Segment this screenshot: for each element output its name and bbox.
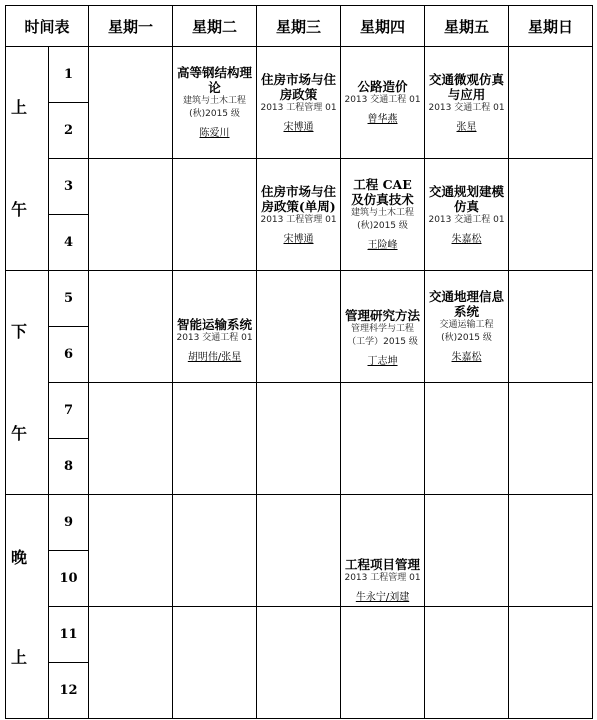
period-11: 11 [49, 607, 89, 663]
header-row [6, 6, 593, 47]
course-class: 2013 交通工程 01 [428, 214, 505, 225]
course-class: 交通运输工程(秋)2015 级 [439, 320, 494, 343]
cell-wed-56 [257, 271, 341, 383]
cell-thu-1112 [341, 607, 425, 719]
period-6: 6 [49, 327, 89, 383]
period-5: 5 [49, 271, 89, 327]
cell-fri-78 [425, 383, 509, 495]
course-wed-34 [257, 159, 341, 271]
course-name: 交通地理信息系统 [429, 289, 505, 319]
section-morning-char2: 午 [11, 200, 28, 219]
cell-mon-56 [89, 271, 173, 383]
period-7: 7 [49, 383, 89, 439]
course-class: 2013 工程管理 01 [260, 102, 337, 113]
course-name: 交通微观仿真与应用 [429, 71, 505, 102]
cell-mon-34 [89, 159, 173, 271]
period-1: 1 [49, 47, 89, 103]
course-class: 建筑与土木工程(秋)2015 级 [183, 96, 247, 119]
course-teacher: 张星 [456, 121, 477, 133]
cell-thu-78 [341, 383, 425, 495]
course-teacher: 胡明伟/张星 [187, 352, 242, 363]
period-9: 9 [49, 495, 89, 551]
course-wed-12 [257, 47, 341, 159]
course-teacher: 王险峰 [367, 240, 398, 251]
cell-wed-910 [257, 495, 341, 607]
cell-mon-910 [89, 495, 173, 607]
course-class: 建筑与土木工程(秋)2015 级 [351, 208, 415, 231]
cell-mon-1112 [89, 607, 173, 719]
course-teacher: 陈爱川 [199, 128, 230, 139]
course-name: 智能运输系统 [177, 317, 253, 332]
course-fri-12 [425, 47, 509, 159]
cell-wed-1112 [257, 607, 341, 719]
course-name: 高等钢结构理论 [177, 65, 253, 95]
cell-sun-56 [509, 271, 593, 383]
period-2: 2 [49, 103, 89, 159]
day-header-mon: 星期一 [89, 6, 173, 47]
course-name: 住房市场与住房政策(单周) [261, 183, 337, 214]
course-class: 2013 交通工程 01 [176, 333, 253, 343]
course-teacher: 丁志坤 [367, 355, 398, 367]
cell-sun-12 [509, 47, 593, 159]
course-name: 工程 CAE 及仿真技术 [351, 177, 414, 207]
course-teacher: 牛永宁/刘建 [355, 592, 410, 603]
period-4: 4 [49, 215, 89, 271]
day-header-tue: 星期二 [173, 6, 257, 47]
course-class: 2013 交通工程 01 [428, 102, 505, 113]
day-header-wed: 星期三 [257, 6, 341, 47]
course-thu-56 [341, 271, 425, 383]
course-tue-56 [173, 271, 257, 383]
course-teacher: 宋博通 [283, 121, 314, 133]
cell-mon-78 [89, 383, 173, 495]
corner-header: 时间表 [6, 6, 89, 47]
course-name: 管理研究方法 [345, 307, 421, 323]
course-class: 2013 工程管理 01 [344, 573, 421, 583]
cell-fri-1112 [425, 607, 509, 719]
period-12: 12 [49, 663, 89, 719]
course-thu-34 [341, 159, 425, 271]
cell-tue-1112 [173, 607, 257, 719]
cell-sun-78 [509, 383, 593, 495]
course-name: 交通规划建模仿真 [429, 183, 505, 214]
course-fri-34 [425, 159, 509, 271]
cell-tue-910 [173, 495, 257, 607]
cell-wed-78 [257, 383, 341, 495]
course-teacher: 曾华燕 [367, 114, 398, 125]
section-morning [6, 47, 49, 271]
section-afternoon [6, 271, 49, 495]
section-evening [6, 495, 49, 719]
course-tue-12 [173, 47, 257, 159]
section-afternoon-char1: 下 [11, 322, 28, 341]
section-evening-char1: 晚 [11, 548, 28, 567]
course-teacher: 朱嘉松 [451, 233, 482, 245]
period-10: 10 [49, 551, 89, 607]
cell-sun-34 [509, 159, 593, 271]
course-teacher: 宋博通 [283, 233, 314, 245]
course-name: 住房市场与住房政策 [261, 71, 337, 102]
day-header-sun: 星期日 [509, 6, 593, 47]
course-class: 管理科学与工程（工学）2015 级 [347, 323, 418, 347]
course-thu-12 [341, 47, 425, 159]
cell-fri-910 [425, 495, 509, 607]
cell-mon-12 [89, 47, 173, 159]
cell-tue-34 [173, 159, 257, 271]
cell-sun-1112 [509, 607, 593, 719]
course-name: 工程项目管理 [345, 557, 421, 572]
period-8: 8 [49, 439, 89, 495]
cell-sun-910 [509, 495, 593, 607]
day-header-thu: 星期四 [341, 6, 425, 47]
cell-tue-78 [173, 383, 257, 495]
section-evening-char2: 上 [11, 648, 28, 667]
course-name: 公路造价 [357, 79, 408, 94]
day-header-fri: 星期五 [425, 6, 509, 47]
section-morning-char1: 上 [11, 98, 28, 117]
course-fri-56 [425, 271, 509, 383]
course-class: 2013 交通工程 01 [344, 95, 421, 105]
course-thu-910 [341, 495, 425, 607]
section-afternoon-char2: 午 [11, 424, 28, 443]
timetable [5, 5, 593, 719]
period-3: 3 [49, 159, 89, 215]
course-class: 2013 工程管理 01 [260, 214, 337, 225]
course-teacher: 朱嘉松 [451, 352, 482, 363]
